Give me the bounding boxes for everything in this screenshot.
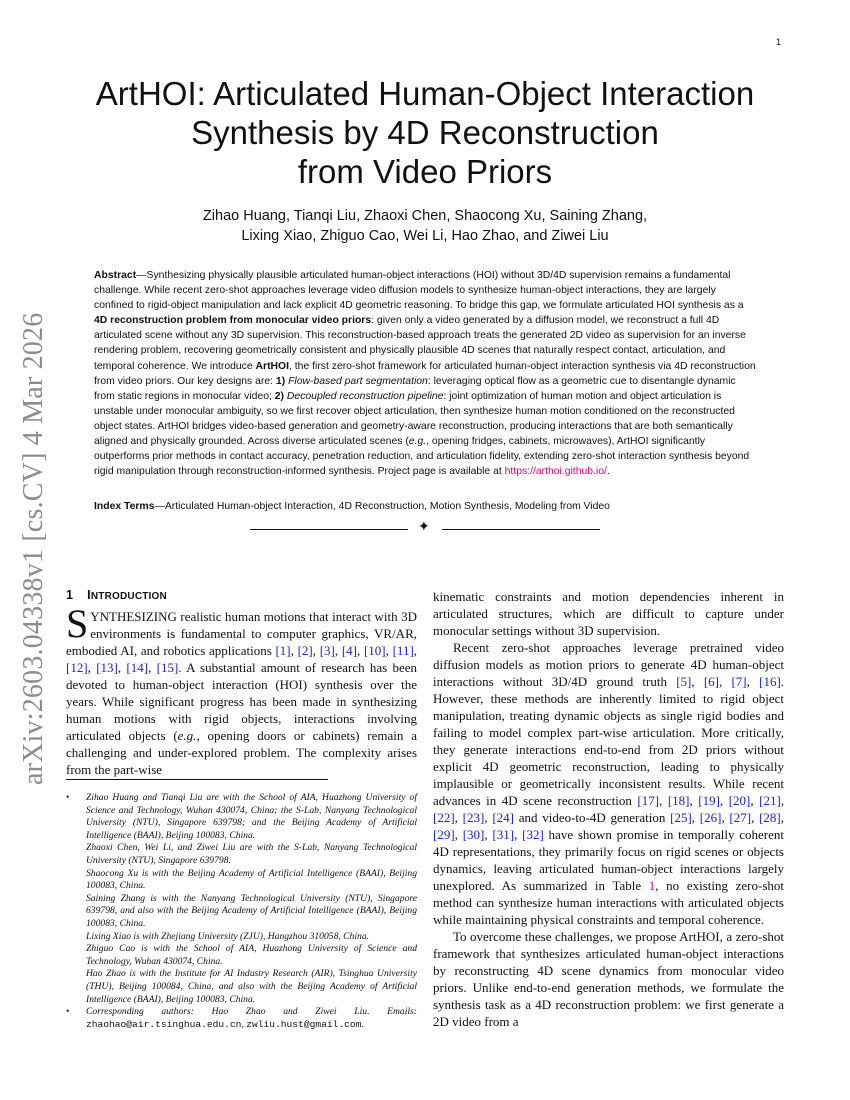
abstract-item-number: 1) <box>275 375 286 387</box>
abstract-item-title: Flow-based part segmentation <box>288 375 428 387</box>
divider-line <box>250 529 408 530</box>
abstract-eg: e.g. <box>408 436 427 448</box>
footnote-rule <box>66 779 328 780</box>
index-terms-text: Articulated Human-object Interaction, 4D Reconstruction, Motion Synthesis, Modeling from Video <box>164 501 610 512</box>
citation-link[interactable]: [15] <box>156 660 179 675</box>
title-line: from Video Priors <box>297 153 553 190</box>
bullet-icon: • <box>66 792 70 803</box>
corresponding-text: Corresponding authors: Hao Zhao and Ziwei Liu. Emails: <box>86 1006 417 1018</box>
footnote-corresponding <box>66 1006 417 1031</box>
citation-link[interactable]: [16] <box>759 674 781 689</box>
citation-link[interactable]: [20] <box>728 793 751 808</box>
citation-link[interactable]: [4] <box>341 643 358 658</box>
citation-link[interactable]: [27] <box>729 810 752 825</box>
citation-link[interactable]: [25] <box>670 810 692 825</box>
citation-link[interactable]: [22] <box>433 810 455 825</box>
abstract <box>94 268 758 479</box>
paper-title <box>60 74 790 191</box>
section-divider <box>250 521 600 537</box>
divider-line <box>442 529 600 530</box>
abstract-text: , the first zero-shot framework for articulated human-object interaction synthesis via 4D reconstruction from video priors. Our key designs are: <box>94 360 756 387</box>
abstract-method-name: ArtHOI <box>255 360 290 372</box>
body-text: Recent zero-shot approaches leverage pretrained video diffusion models as motion priors to generate 4D human-object interactions without 3D/4D ground truth <box>433 640 784 689</box>
index-terms-label: Index Terms <box>94 501 155 512</box>
affiliation: Shaocong Xu is with the Beijing Academy of Artificial Intelligence (BAAI), Beijing 100083, China. <box>86 867 417 892</box>
page-number: 1 <box>776 37 782 47</box>
citation-link[interactable]: [19] <box>698 793 720 808</box>
abstract-text: . <box>606 466 610 478</box>
body-text: realistic human motions that interact with 3D environments is fundamental to computer graphics, VR/AR, embodied AI, and robotics applications <box>66 609 417 658</box>
corresponding-authors <box>86 1006 417 1031</box>
abstract-text: : given only a video generated by a diffusion model, we reconstruct a full 4D articulated scene without any 3D supervision. This reconstruction-based approach treats the generated 2D video as supervision for an inverse rendering problem, recovering geometrically consistent and physically plausible 4D scenes that naturally respect contact, articulation, and temporal coherence. We introduce <box>94 315 746 372</box>
author-line: Zihao Huang, Tianqi Liu, Zhaoxi Chen, Shaocong Xu, Saining Zhang, <box>202 208 648 224</box>
author-line: Lixing Xiao, Zhiguo Cao, Wei Li, Hao Zhao, and Ziwei Liu <box>241 228 609 244</box>
separator: , <box>241 1018 247 1030</box>
body-text: have shown promise in temporally coherent 4D representations, they primarily focus on rigid scenes or objects dynamics, leaving articulated human-object interactions largely unexplored. As summarized in Table <box>433 827 784 893</box>
intro-paragraph: kinematic constraints and motion dependencies inherent in articulated structures, which are difficult to capture under monocular settings without 3D supervision. <box>433 589 784 638</box>
citation-link[interactable]: [17] <box>637 793 660 808</box>
abstract-emphasis: 4D reconstruction problem from monocular video priors <box>94 315 372 327</box>
citation-link[interactable]: [11] <box>392 643 414 658</box>
diamond-star-icon: ✦ <box>418 519 430 535</box>
abstract-text: : joint optimization of human motion and object articulation is unstable under monocular ambiguity, so we first recover object articulation, then synthesize human motion conditioned on the reconstructed object states. ArtHOI bridges video-based generation and geometry-aware reconstruction, producing interactions that are both semantically aligned and physically grounded. Across diverse articulated scenes ( <box>94 390 735 448</box>
citation-link[interactable]: [12] <box>66 660 88 675</box>
citation-link[interactable]: [29] <box>433 827 455 842</box>
citation-link[interactable]: [7] <box>731 674 747 689</box>
title-line: Synthesis by 4D Reconstruction <box>191 114 659 151</box>
citation-link[interactable]: [5] <box>676 674 692 689</box>
citation-link[interactable]: [14] <box>126 660 149 675</box>
intro-paragraph: Recent zero-shot approaches leverage pretrained video diffusion models as motion priors to generate 4D human-object interactions without 3D/4D ground truth [5], [6], [7], [16]. However, these methods are inherently limited to rigid object manipulation, treating dynamic objects as single rigid bodies and failing to model complex part-wise articulation. More critically, they generate interactions end-to-end from 2D priors without explicit 4D geometric reconstruction, leading to physically implausible or geometrically inconsistent results. While recent advances in 4D scene reconstruction [17], [18], [19], [20], [21], [22], [23], [24] and video-to-4D generation [25], [26], [27], [28], [29], [30], [31], [32] have shown promise in temporally coherent 4D representations, they primarily focus on rigid scenes or objects dynamics, leaving articulated human-object interactions largely unexplored. As summarized in Table 1, no existing zero-shot method can synthesize human interactions with articulated objects while maintaining physical constraints and temporal coherence. <box>433 640 785 927</box>
email-link[interactable]: zwliu.hust@gmail.com <box>246 1018 362 1030</box>
drop-cap: S <box>66 601 89 646</box>
abstract-label: Abstract <box>94 270 137 281</box>
body-text: , no existing zero-shot method can synthesize human interactions with articulated objects while maintaining physical constraints and temporal coherence. <box>433 878 784 927</box>
affiliation: Zhiguo Cao is with the School of AIA, Huazhong University of Science and Technology, Wuhan 430074, China. <box>86 943 417 967</box>
citation-link[interactable]: [21] <box>759 793 781 808</box>
section-title: NTRODUCTION <box>90 591 167 602</box>
citation-link[interactable]: [24] <box>492 810 514 825</box>
citation-link[interactable]: [28] <box>759 810 781 825</box>
citation-link[interactable]: [1] <box>275 643 291 658</box>
body-text: and video-to-4D generation <box>513 810 671 825</box>
left-column <box>66 588 417 778</box>
body-text: . However, these methods are inherently limited to rigid object manipulation, treating dynamic objects as single rigid bodies and failing to model complex part-wise articulation. More critically, they generate interactions end-to-end from 2D priors without explicit 4D geometric reconstruction, leading to physically implausible or geometrically inconsistent results. While recent advances in 4D scene reconstruction <box>433 674 785 808</box>
section-title: I <box>87 588 91 602</box>
affiliation: Lixing Xiao is with Zhejiang University (ZJU), Hangzhou 310058, China. <box>86 930 370 942</box>
table-reference-link[interactable]: 1 <box>648 878 656 893</box>
citation-link[interactable]: [6] <box>703 674 719 689</box>
footnotes <box>66 792 417 1031</box>
citation-link[interactable]: [10] <box>363 643 386 658</box>
section-number: 1 <box>66 588 74 602</box>
citation-link[interactable]: [23] <box>462 810 485 825</box>
index-terms <box>94 500 758 514</box>
section-heading-introduction <box>66 588 417 602</box>
intro-paragraph: SYNTHESIZING realistic human motions that interact with 3D environments is fundamental to computer graphics, VR/AR, embodied AI, and robotics applications [1], [2], [3], [4], [10], [11], [12], [13], [14], [15]. A substantial amount of research has been devoted to human-object interaction (HOI) synthesis over the years. While significant progress has been made in synthesizing human motions with rigid objects, interactions involving articulated objects (e.g., opening doors or cabinets) remain a challenging and under-explored problem. The complexity arises from the part-wise <box>66 601 418 777</box>
citation-link[interactable]: [18] <box>667 793 690 808</box>
footnote-affiliations <box>66 792 417 1006</box>
citation-link[interactable]: [31] <box>492 827 515 842</box>
index-terms-dash: — <box>154 501 165 512</box>
email-link[interactable]: zhaohao@air.tsinghua.edu.cn <box>86 1018 242 1030</box>
project-page-link[interactable]: https://arthoi.github.io/ <box>504 466 607 478</box>
abstract-text: Synthesizing physically plausible articulated human-object interactions (HOI) without 3D/4D supervision remains a fundamental challenge. While recent zero-shot approaches leverage video diffusion models to synthesize human-object interactions, they are largely confined to rigid-object manipulation and lack explicit 4D geometric reasoning. To bridge this gap, we formulate articulated HOI synthesis as a <box>94 270 744 312</box>
affiliation: Saining Zhang is with the Nanyang Technological University (NTU), Singapore 639798, and also with the Beijing Academy of Artificial Intelligence (BAAI), Beijing 100083, China. <box>86 892 417 929</box>
abstract-item-title: Decoupled reconstruction pipeline <box>286 390 444 402</box>
abstract-item-number: 2) <box>274 390 285 402</box>
affiliation: Hao Zhao is with the Institute for AI Industry Research (AIR), Tsinghua University (THU), Beijing 100084, China, and also with the Beijing Academy of Artificial Intelligence (BAAI), Beijing 100083, China. <box>86 968 417 1005</box>
intro-paragraph: To overcome these challenges, we propose ArtHOI, a zero-shot framework that synthesizes articulated human-object interactions by reconstructing 4D scene dynamics from monocular video priors. Unlike end-to-end generation methods, we formulate the synthesis task as a 4D reconstruction problem: we first generate a 2D video from a <box>433 929 784 1029</box>
body-text: . A substantial amount of research has been devoted to human-object interaction (HOI) synthesis over the years. While significant progress has been made in synthesizing human motions with rigid objects, interactions involving articulated objects ( <box>66 660 418 743</box>
affiliation: Zihao Huang and Tianqi Liu are with the School of AIA, Huazhong University of Science and Technology, Wuhan 430074, China; the S-Lab, Nanyang Technological University (NTU), Singapore 639798; and the Beijing Academy of Artificial Intelligence (BAAI), Beijing 100083, China. <box>86 792 417 841</box>
author-list <box>60 206 790 246</box>
separator: . <box>361 1018 364 1030</box>
citation-link[interactable]: [26] <box>699 810 722 825</box>
citation-link[interactable]: [13] <box>96 660 118 675</box>
smallcaps-lead: YNTHESIZING <box>90 609 177 624</box>
abstract-text: , opening fridges, cabinets, microwaves), ArtHOI significantly outperforms prior methods in contact accuracy, penetration reduction, and articulation fidelity, extending zero-shot interaction synthesis beyond rigid manipulation through reconstruction-informed synthesis. Project page is available at <box>94 436 750 478</box>
bullet-icon: • <box>66 1006 70 1018</box>
affiliation: Zhaoxi Chen, Wei Li, and Ziwei Liu are with the S-Lab, Nanyang Technological University (NTU), Singapore 639798. <box>86 842 417 866</box>
citation-link[interactable]: [2] <box>297 643 313 658</box>
abstract-text: : leveraging optical flow as a geometric cue to disentangle dynamic from static regions in monocular video; <box>94 375 736 402</box>
abstract-dash: — <box>136 270 147 281</box>
title-line: ArtHOI: Articulated Human-Object Interaction <box>95 75 755 112</box>
citation-link[interactable]: [3] <box>319 643 335 658</box>
body-eg: e.g. <box>177 728 197 743</box>
citation-link[interactable]: [32] <box>522 827 544 842</box>
citation-link[interactable]: [30] <box>462 827 485 842</box>
right-column <box>433 588 784 1030</box>
body-text: , opening doors or cabinets) remain a challenging and under-explored problem. The complexity arises from the part-wise <box>66 728 417 777</box>
arxiv-identifier-stamp: arXiv:2603.04338v1 [cs.CV] 4 Mar 2026 <box>18 312 49 785</box>
